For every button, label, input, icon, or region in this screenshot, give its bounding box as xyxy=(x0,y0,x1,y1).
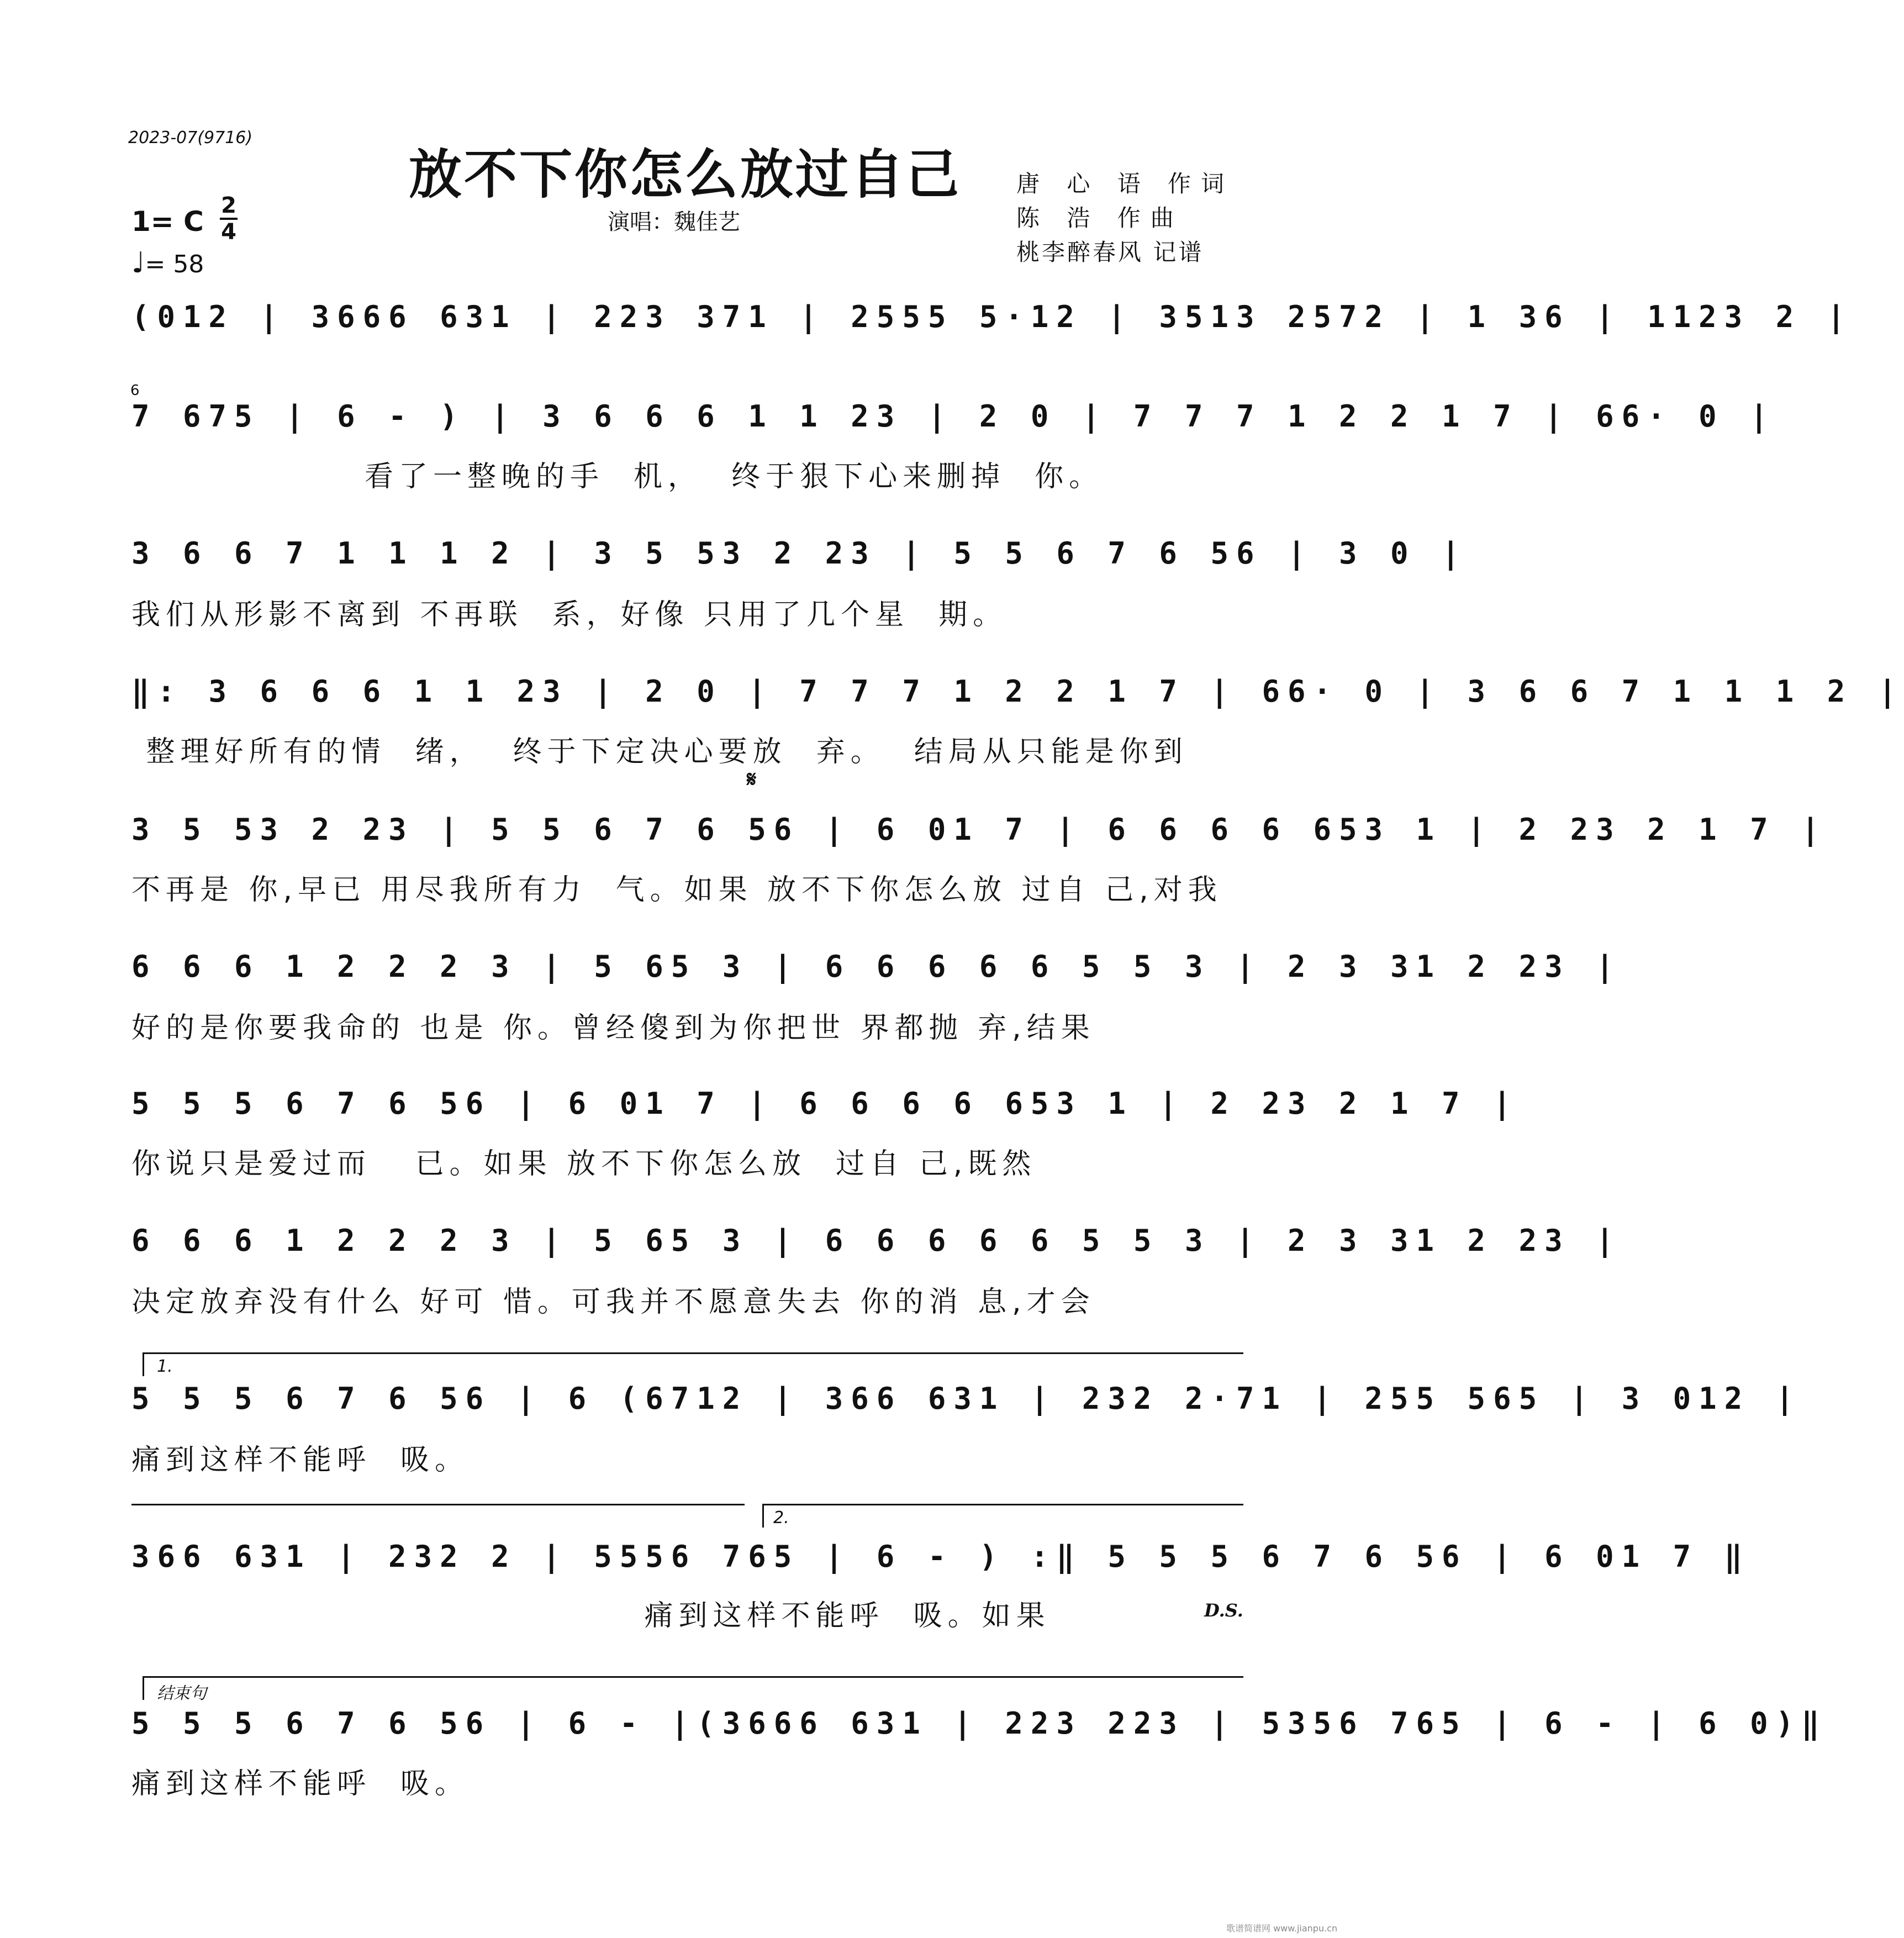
segno-sign: 𝄋 xyxy=(747,767,757,792)
key-signature: 1= C xyxy=(131,206,204,238)
volta-2-bracket xyxy=(762,1504,1243,1528)
volta-1-bracket xyxy=(143,1352,1243,1376)
system-11-lyrics: 痛到这样不能呼 吸。 xyxy=(131,1767,470,1800)
time-signature xyxy=(220,194,238,243)
time-bottom: 4 xyxy=(221,219,236,245)
dal-segno-marking: D.S. xyxy=(1204,1600,1243,1621)
system-5-lyrics: 不再是 你,早已 用尽我所有力 气。如果 放不下你怎么放 过自 己,对我 xyxy=(131,873,1222,907)
tempo-value: = 58 xyxy=(145,250,204,278)
ending-bracket xyxy=(143,1676,1243,1700)
system-5-notes: 3 5 53 2 23 | 5 5 6 7 6 56 | 6 01 7 | 6 6 6 6 653 1 | 2 23 2 1 7 | xyxy=(131,812,1827,847)
system-11-notes: 5 5 5 6 7 6 56 | 6 - |(3666 631 | 223 223 | 5356 765 | 6 - | 6 0)‖ xyxy=(131,1706,1827,1741)
system-9-notes: 5 5 5 6 7 6 56 | 6 (6712 | 366 631 | 232 2·71 | 255 565 | 3 012 | xyxy=(131,1381,1802,1416)
singer: 演唱：魏佳艺 xyxy=(608,209,740,235)
volta-2-label: 2. xyxy=(773,1508,789,1528)
credit-lyricist: 唐 心 语 作词 xyxy=(1016,170,1235,197)
song-title: 放不下你怎么放过自己 xyxy=(409,144,961,206)
grace-note: 6 xyxy=(130,382,140,399)
score-code: 2023-07(9716) xyxy=(128,128,253,148)
quarter-note-icon: ♩ xyxy=(131,246,145,280)
tempo-marking xyxy=(131,246,204,280)
system-8-notes: 6 6 6 1 2 2 2 3 | 5 65 3 | 6 6 6 6 6 5 5 3 | 2 3 31 2 23 | xyxy=(131,1223,1622,1258)
system-7-notes: 5 5 5 6 7 6 56 | 6 01 7 | 6 6 6 6 653 1 | 2 23 2 1 7 | xyxy=(131,1086,1519,1121)
system-9-lyrics: 痛到这样不能呼 吸。 xyxy=(131,1444,470,1477)
volta-1-label: 1. xyxy=(157,1357,173,1376)
credit-composer: 陈 浩 作曲 xyxy=(1016,204,1184,231)
volta-1-continuation xyxy=(131,1504,745,1505)
ending-label: 结束句 xyxy=(157,1684,207,1703)
system-8-lyrics: 决定放弃没有什么 好可 惜。可我并不愿意失去 你的消 息,才会 xyxy=(131,1286,1095,1319)
credit-transcriber: 桃李醉春风 记谱 xyxy=(1016,239,1204,266)
system-10-lyrics: 痛到这样不能呼 吸。如果 xyxy=(131,1599,1051,1632)
system-4-notes: ‖: 3 6 6 6 1 1 23 | 2 0 | 7 7 7 1 2 2 1 7 | 66· 0 | 3 6 6 7 1 1 1 2 | xyxy=(131,674,1904,709)
system-7-lyrics: 你说只是爱过而 已。如果 放不下你怎么放 过自 己,既然 xyxy=(131,1147,1037,1181)
system-2-lyrics: 看了一整晚的手 机， 终于狠下心来删掉 你。 xyxy=(365,460,1104,493)
time-top: 2 xyxy=(221,193,236,218)
system-6-lyrics: 好的是你要我命的 也是 你。曾经傻到为你把世 界都抛 弃,结果 xyxy=(131,1012,1095,1045)
system-2-notes: 7 675 | 6 - ) | 3 6 6 6 1 1 23 | 2 0 | 7 7 7 1 2 2 1 7 | 66· 0 | xyxy=(131,399,1776,434)
system-1-notes: (012 | 3666 631 | 223 371 | 2555 5·12 | 3513 2572 | 1 36 | 1123 2 | xyxy=(131,299,1853,334)
system-3-lyrics: 我们从形影不离到 不再联 系，好像 只用了几个星 期。 xyxy=(131,598,1008,631)
system-4-lyrics: 整理好所有的情 绪， 终于下定决心要放 弃。 结局从只能是你到 xyxy=(131,735,1188,768)
system-10-notes: 366 631 | 232 2 | 5556 765 | 6 - ) :‖ 5 5 5 6 7 6 56 | 6 01 7 ‖ xyxy=(131,1539,1750,1574)
system-6-notes: 6 6 6 1 2 2 2 3 | 5 65 3 | 6 6 6 6 6 5 5 3 | 2 3 31 2 23 | xyxy=(131,949,1622,984)
watermark: 歌谱简谱网 www.jianpu.cn xyxy=(1226,1923,1338,1934)
system-3-notes: 3 6 6 7 1 1 1 2 | 3 5 53 2 23 | 5 5 6 7 6 56 | 3 0 | xyxy=(131,536,1468,571)
